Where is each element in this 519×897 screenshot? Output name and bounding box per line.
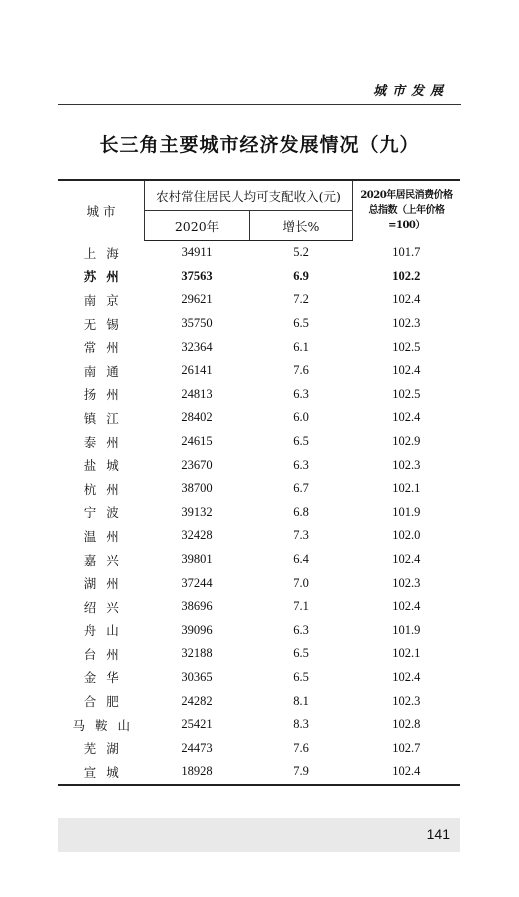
growth-cell: 7.0 xyxy=(293,575,309,590)
city-cell: 杭州 xyxy=(83,481,129,497)
table-row xyxy=(58,241,460,265)
city-column-header: 城 市 xyxy=(58,180,145,241)
city-cell: 上海 xyxy=(83,245,129,261)
income-cell: 23670 xyxy=(181,457,213,472)
city-cell: 金华 xyxy=(83,670,129,686)
cpi-cell: 102.5 xyxy=(392,339,421,354)
income-cell: 32364 xyxy=(181,339,213,354)
growth-cell: 6.0 xyxy=(293,410,309,425)
city-cell: 台州 xyxy=(83,646,129,662)
growth-cell: 6.4 xyxy=(293,552,309,567)
table-row xyxy=(58,430,460,454)
growth-cell: 8.3 xyxy=(293,717,309,732)
table-row xyxy=(58,359,460,383)
table-row xyxy=(58,501,460,525)
cpi-cell: 102.3 xyxy=(392,575,421,590)
economy-table xyxy=(58,179,460,786)
cpi-cell: 102.4 xyxy=(392,410,421,425)
growth-cell: 6.3 xyxy=(293,622,309,637)
growth-cell: 7.3 xyxy=(293,528,309,543)
cpi-header-line1: 2020年居民消费价格 xyxy=(360,190,453,202)
income-cell: 37244 xyxy=(181,575,213,590)
growth-column-header: 增长% xyxy=(250,211,353,241)
city-cell: 马鞍山 xyxy=(72,717,140,733)
growth-cell: 6.3 xyxy=(293,386,309,401)
growth-cell: 6.5 xyxy=(293,316,309,331)
table-row xyxy=(58,288,460,312)
income-cell: 38700 xyxy=(181,481,213,496)
city-cell: 宣城 xyxy=(58,760,145,785)
cpi-cell: 102.3 xyxy=(392,457,421,472)
city-cell: 苏州 xyxy=(83,269,129,285)
city-cell: 湖州 xyxy=(83,576,129,592)
income-cell: 25421 xyxy=(181,717,213,732)
income-group-header: 农村常住居民人均可支配收入(元) xyxy=(145,180,353,211)
income-cell: 28402 xyxy=(181,410,213,425)
income-cell: 39801 xyxy=(181,552,213,567)
year-column-header: 2020年 xyxy=(145,211,250,241)
city-cell: 芜湖 xyxy=(83,741,129,757)
cpi-cell: 102.3 xyxy=(392,316,421,331)
cpi-column-header xyxy=(353,180,461,241)
growth-cell: 6.5 xyxy=(293,434,309,449)
growth-cell: 6.5 xyxy=(293,669,309,684)
table-body xyxy=(58,241,460,785)
table-row xyxy=(58,595,460,619)
growth-cell: 6.1 xyxy=(293,339,309,354)
cpi-cell: 102.1 xyxy=(392,646,421,661)
income-cell: 24813 xyxy=(181,386,213,401)
cpi-cell: 102.2 xyxy=(392,268,421,283)
city-cell: 舟山 xyxy=(83,623,129,639)
city-cell: 宁波 xyxy=(83,505,129,521)
growth-cell: 6.9 xyxy=(293,268,309,283)
income-cell: 32188 xyxy=(181,646,213,661)
table-row xyxy=(58,312,460,336)
cpi-cell: 101.9 xyxy=(392,504,421,519)
page-title: 长三角主要城市经济发展情况（九） xyxy=(99,134,420,156)
table-row xyxy=(58,619,460,643)
city-cell: 盐城 xyxy=(83,458,129,474)
cpi-cell: 102.4 xyxy=(392,669,421,684)
income-cell: 32428 xyxy=(181,528,213,543)
cpi-cell: 102.0 xyxy=(392,528,421,543)
table-row xyxy=(58,713,460,737)
income-cell: 24615 xyxy=(181,434,213,449)
city-cell: 泰州 xyxy=(83,434,129,450)
growth-cell: 7.6 xyxy=(293,740,309,755)
cpi-cell: 102.4 xyxy=(392,363,421,378)
growth-cell: 6.8 xyxy=(293,504,309,519)
income-cell: 39096 xyxy=(181,622,213,637)
table-row xyxy=(58,406,460,430)
income-cell: 18928 xyxy=(145,760,250,785)
table-row xyxy=(58,524,460,548)
growth-cell: 7.2 xyxy=(293,292,309,307)
city-cell: 常州 xyxy=(83,340,129,356)
income-cell: 35750 xyxy=(181,316,213,331)
header-rule xyxy=(58,104,461,105)
cpi-cell: 102.4 xyxy=(392,292,421,307)
income-cell: 26141 xyxy=(181,363,213,378)
income-cell: 24473 xyxy=(181,740,213,755)
cpi-cell: 102.5 xyxy=(392,386,421,401)
income-cell: 37563 xyxy=(181,268,213,283)
cpi-cell: 102.1 xyxy=(392,481,421,496)
table-row xyxy=(58,666,460,690)
growth-cell: 6.7 xyxy=(293,481,309,496)
table-row xyxy=(58,760,460,785)
page-number: 141 xyxy=(426,826,450,842)
cpi-cell: 102.4 xyxy=(392,599,421,614)
section-tag: 城市发展 xyxy=(372,84,449,99)
city-cell: 绍兴 xyxy=(83,599,129,615)
city-cell: 温州 xyxy=(83,528,129,544)
city-cell: 南通 xyxy=(83,363,129,379)
growth-cell: 7.9 xyxy=(250,760,353,785)
table-row xyxy=(58,736,460,760)
table-row xyxy=(58,642,460,666)
cpi-header-line2: 总指数（上年价格=100） xyxy=(368,205,445,232)
footer-bar xyxy=(58,818,460,852)
growth-cell: 6.3 xyxy=(293,457,309,472)
city-cell: 镇江 xyxy=(83,410,129,426)
table-row xyxy=(58,571,460,595)
income-cell: 29621 xyxy=(181,292,213,307)
cpi-cell: 102.8 xyxy=(392,717,421,732)
city-cell: 扬州 xyxy=(83,387,129,403)
cpi-cell: 101.9 xyxy=(392,622,421,637)
table-row xyxy=(58,265,460,289)
cpi-cell: 102.9 xyxy=(392,434,421,449)
table-row xyxy=(58,383,460,407)
city-cell: 嘉兴 xyxy=(83,552,129,568)
growth-cell: 5.2 xyxy=(293,245,309,260)
table-row xyxy=(58,477,460,501)
table-row xyxy=(58,548,460,572)
income-cell: 30365 xyxy=(181,669,213,684)
cpi-cell: 102.4 xyxy=(353,760,461,785)
cpi-cell: 101.7 xyxy=(392,245,421,260)
city-cell: 无锡 xyxy=(83,316,129,332)
table-row xyxy=(58,453,460,477)
income-cell: 24282 xyxy=(181,693,213,708)
table-row xyxy=(58,689,460,713)
growth-cell: 7.6 xyxy=(293,363,309,378)
growth-cell: 6.5 xyxy=(293,646,309,661)
growth-cell: 7.1 xyxy=(293,599,309,614)
city-cell: 合肥 xyxy=(83,694,129,710)
income-cell: 38696 xyxy=(181,599,213,614)
cpi-cell: 102.3 xyxy=(392,693,421,708)
city-cell: 南京 xyxy=(83,292,129,308)
income-cell: 34911 xyxy=(181,245,213,260)
growth-cell: 8.1 xyxy=(293,693,309,708)
table-row xyxy=(58,335,460,359)
cpi-cell: 102.7 xyxy=(392,740,421,755)
income-cell: 39132 xyxy=(181,504,213,519)
cpi-cell: 102.4 xyxy=(392,552,421,567)
